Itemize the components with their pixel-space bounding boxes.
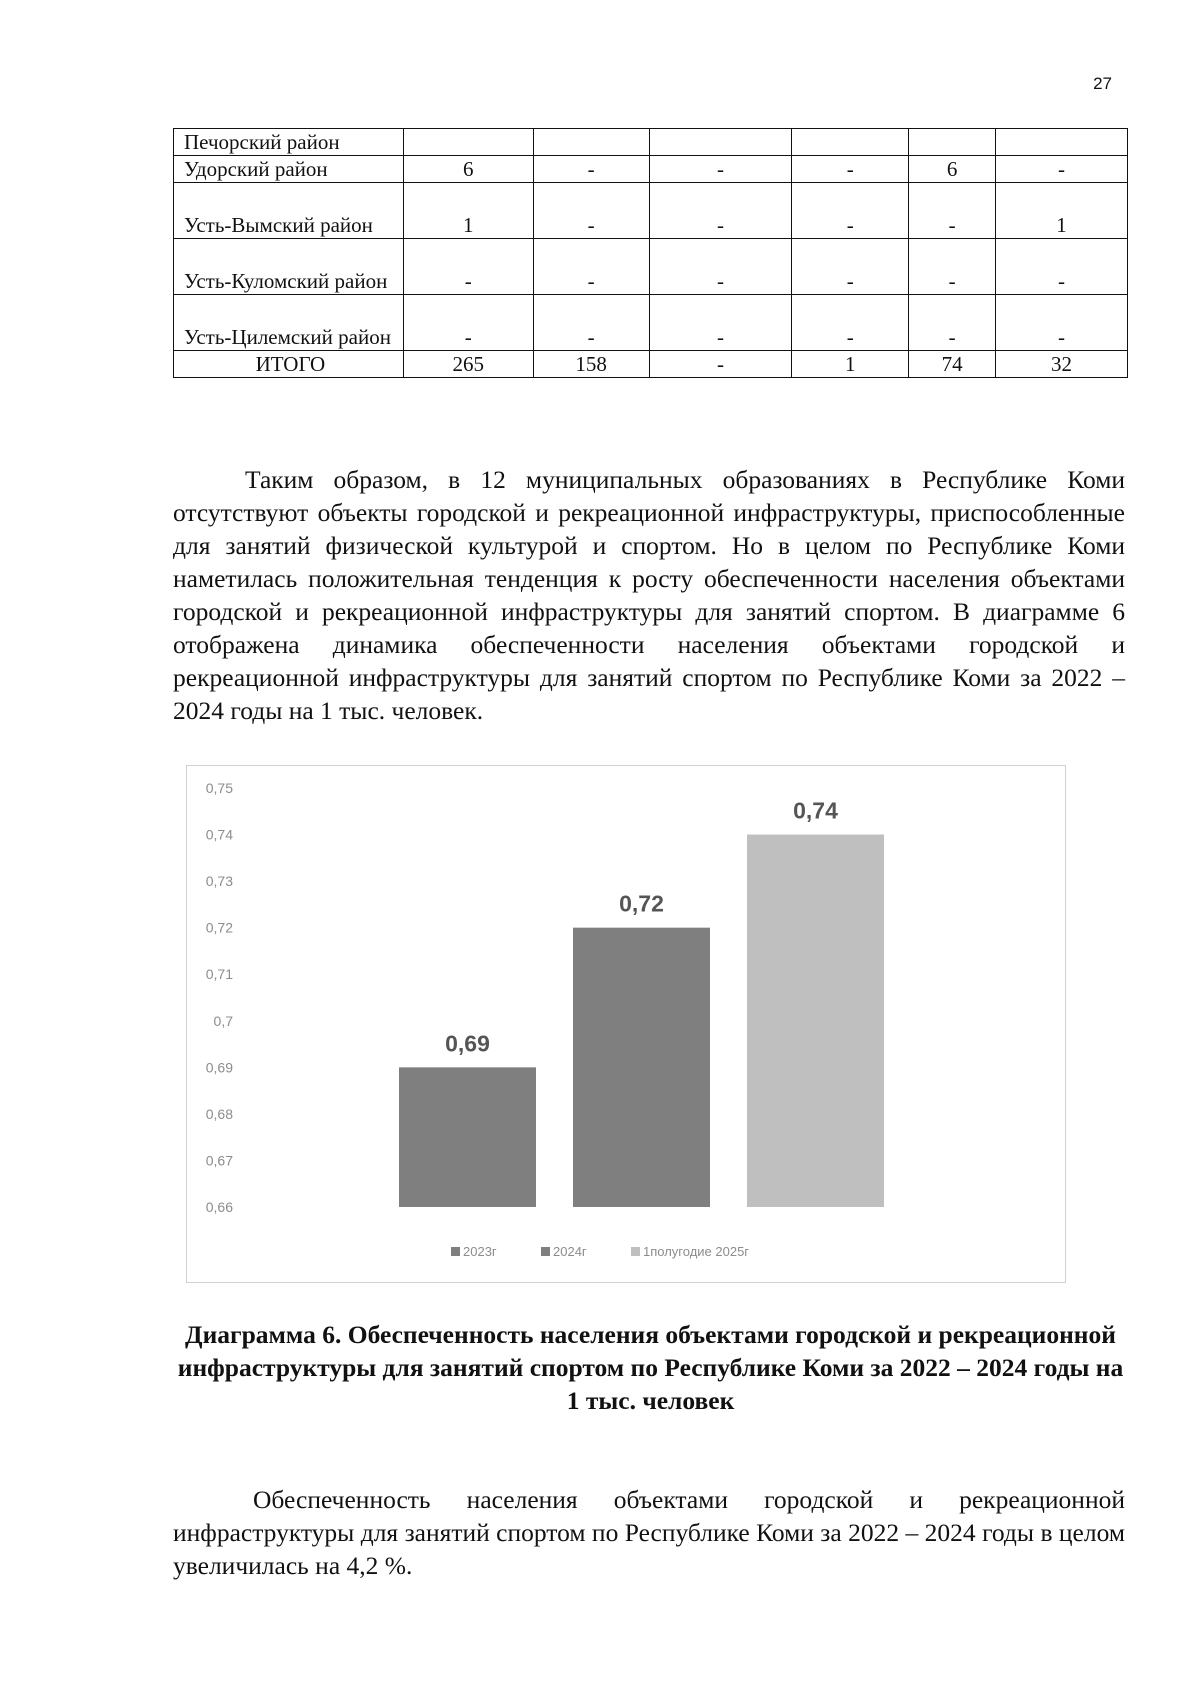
bar-2023г [399, 1067, 536, 1207]
legend-entry: 1полугодие 2025г [643, 1244, 750, 1259]
table-cell: - [909, 295, 996, 351]
table-cell: 158 [533, 351, 649, 378]
table-cell: - [649, 351, 792, 378]
table-cell: - [533, 156, 649, 183]
chart-caption: Диаграмма 6. Обеспеченность населения объектами городской и рекреационной инфраструктуры для занятий спортом по Республике Коми за 2022 – 2024 годы на 1 тыс. человек [177, 1320, 1124, 1415]
legend-entry: 2024г [553, 1244, 587, 1259]
table-cell: - [403, 239, 533, 295]
bar-chart [187, 766, 1065, 1282]
table-cell: - [792, 183, 909, 239]
table-row [174, 295, 1128, 351]
bar-value-label: 0,74 [793, 797, 838, 824]
table-cell-district: Усть-Цилемский район [174, 295, 404, 351]
y-tick-label: 0,67 [205, 1152, 233, 1169]
paragraph-conclusion: Обеспеченность населения объектами городской и рекреационной инфраструктуры для занятий спортом по Республике Коми за 2022 – 2024 годы в целом увеличилась на 4,2 %. [173, 1484, 1125, 1580]
table-cell [909, 129, 996, 156]
y-tick-label: 0,69 [205, 1059, 233, 1076]
y-tick-label: 0,7 [213, 1012, 233, 1029]
y-tick-label: 0,73 [205, 873, 233, 890]
table-cell: 74 [909, 351, 996, 378]
y-tick-label: 0,71 [205, 966, 233, 983]
y-tick-label: 0,72 [205, 919, 233, 936]
table-cell [996, 129, 1128, 156]
y-tick-label: 0,66 [205, 1199, 233, 1215]
table-cell: 1 [403, 183, 533, 239]
table-cell: - [649, 183, 792, 239]
legend-swatch [451, 1247, 460, 1256]
table-cell: - [533, 295, 649, 351]
table-cell: - [996, 156, 1128, 183]
table-cell: 1 [792, 351, 909, 378]
y-tick-label: 0,68 [205, 1105, 233, 1122]
legend-swatch [631, 1247, 640, 1256]
table-cell: 1 [996, 183, 1128, 239]
table-cell: - [649, 156, 792, 183]
table-row [174, 183, 1128, 239]
table-cell: - [792, 295, 909, 351]
table-cell: 6 [909, 156, 996, 183]
table-row [174, 156, 1128, 183]
table-cell [792, 129, 909, 156]
bar-value-label: 0,69 [445, 1030, 490, 1057]
table-row [174, 129, 1128, 156]
bar-value-label: 0,72 [619, 890, 664, 917]
table-cell: 6 [403, 156, 533, 183]
y-tick-label: 0,75 [205, 780, 233, 796]
municipal-table [173, 128, 1128, 378]
table-cell-district: Усть-Куломский район [174, 239, 404, 295]
legend-entry: 2023г [463, 1244, 497, 1259]
table-cell-district: Печорский район [174, 129, 404, 156]
table-cell: - [909, 239, 996, 295]
paragraph-intro: Таким образом, в 12 муниципальных образованиях в Республике Коми отсутствуют объекты городской и рекреационной инфраструктуры, приспособленные для занятий физической культурой и спортом. Но в целом по Республике Коми наметилась положительная тенденция к росту обеспеченности населения объектами городской и рекреационной инфраструктуры для занятий спортом. В диаграмме 6 отображена динамика обеспеченности населения объектами городской и рекреационной инфраструктуры для занятий спортом по Республике Коми за 2022 – 2024 годы на 1 тыс. человек. [173, 464, 1125, 725]
legend-swatch [541, 1247, 550, 1256]
table-row [174, 239, 1128, 295]
table-cell: - [649, 239, 792, 295]
table-row-total [174, 351, 1128, 378]
table-cell-total-label: ИТОГО [174, 351, 404, 378]
table-cell: - [909, 183, 996, 239]
y-tick-label: 0,74 [205, 826, 233, 843]
bar-2024г [573, 928, 710, 1207]
table-cell: - [996, 239, 1128, 295]
table-cell: - [649, 295, 792, 351]
table-cell [533, 129, 649, 156]
table-cell: - [403, 295, 533, 351]
table-cell: - [533, 183, 649, 239]
table-cell: 265 [403, 351, 533, 378]
table-cell [403, 129, 533, 156]
chart-frame [186, 765, 1066, 1283]
bar-1полугодие 2025г [747, 835, 884, 1207]
table-cell: 32 [996, 351, 1128, 378]
table-cell: - [792, 156, 909, 183]
page-number: 27 [1093, 74, 1112, 93]
table-cell-district: Удорский район [174, 156, 404, 183]
table-cell-district: Усть-Вымский район [174, 183, 404, 239]
table-cell: - [533, 239, 649, 295]
table-cell: - [792, 239, 909, 295]
table-cell: - [996, 295, 1128, 351]
table-cell [649, 129, 792, 156]
